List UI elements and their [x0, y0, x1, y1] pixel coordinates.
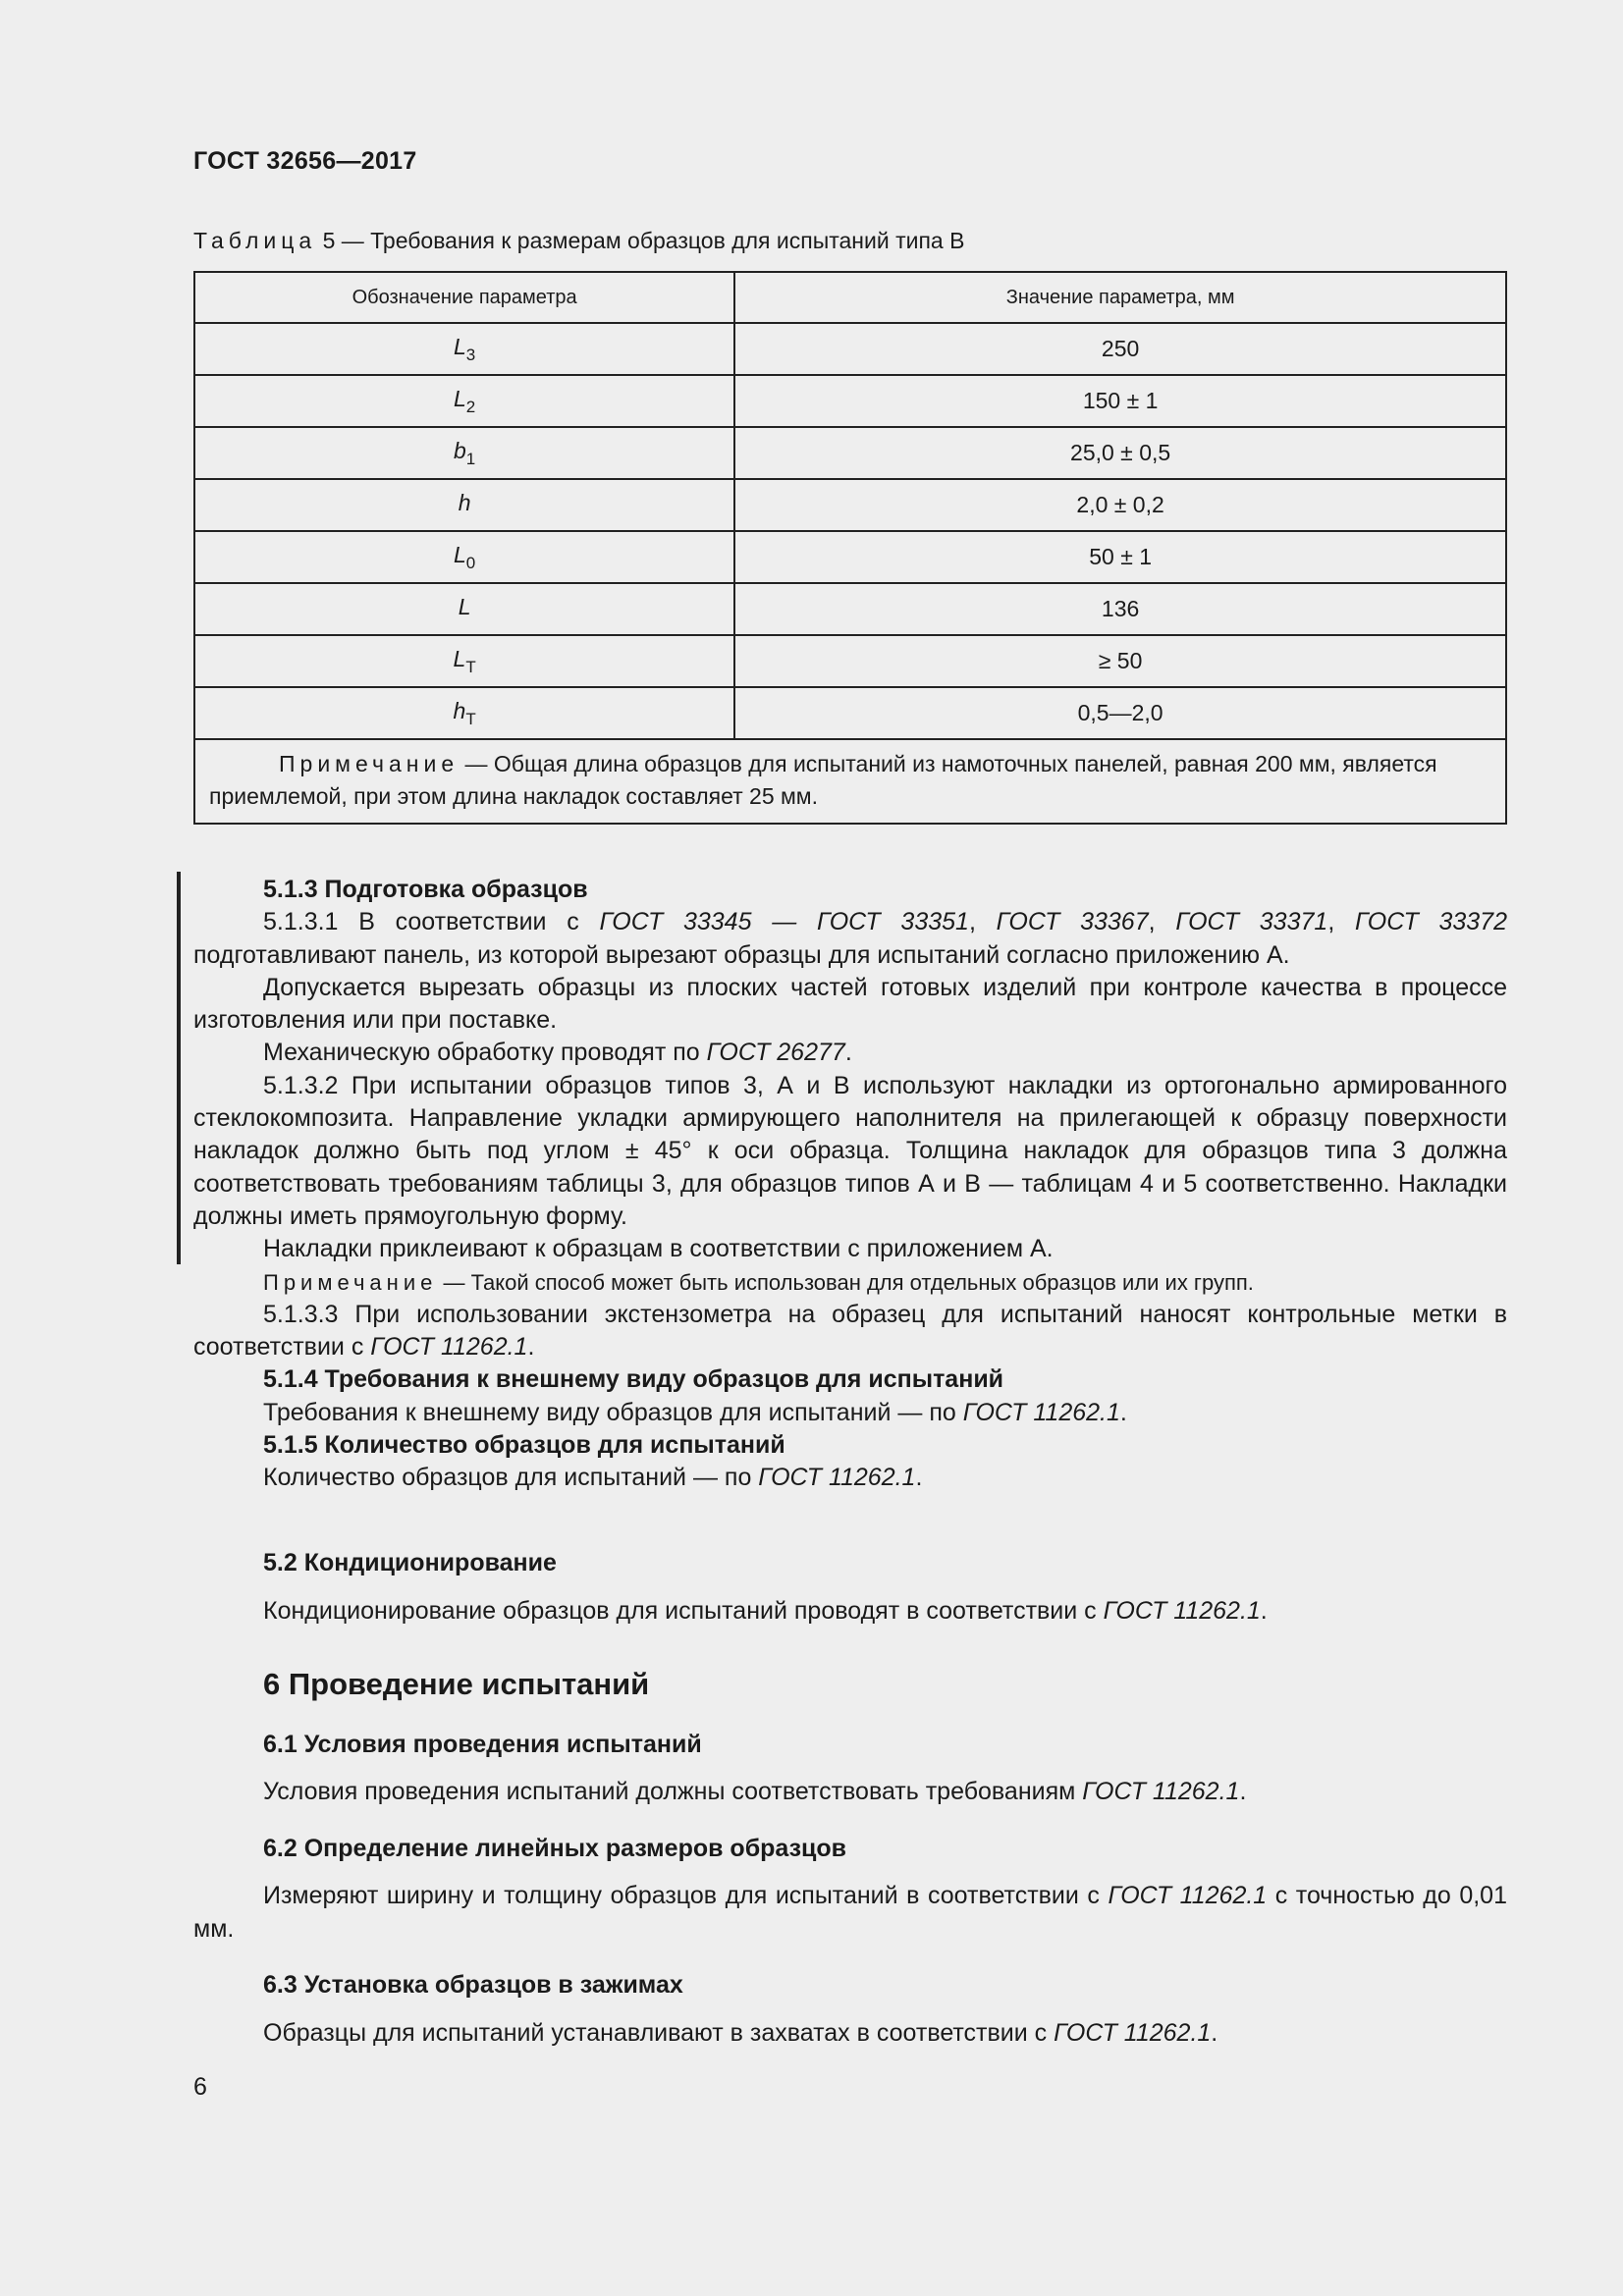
paragraph: Условия проведения испытаний должны соответствовать требованиям ГОСТ 11262.1.: [263, 1778, 1247, 1805]
change-margin-bar: [177, 872, 181, 1264]
paragraph: Измеряют ширину и толщину образцов для испытаний в соответствии с ГОСТ 11262.1 с точностью до 0,01 мм.: [193, 1882, 1507, 1943]
chapter-heading: 6 Проведение испытаний: [263, 1667, 650, 1701]
paragraph: Механическую обработку проводят по ГОСТ 26277.: [263, 1039, 852, 1067]
table-note-row: [194, 739, 1506, 824]
table-note: [194, 739, 1506, 824]
parameter-value: 50 ± 1: [734, 531, 1506, 583]
parameter-value: 250: [734, 323, 1506, 375]
table-caption-label: Таблица: [193, 228, 317, 253]
parameter-symbol: $L_2$: [194, 375, 734, 427]
paragraph: Количество образцов для испытаний — по ГОСТ 11262.1.: [263, 1464, 923, 1492]
table-note-label: Примечание: [279, 751, 460, 776]
paragraph: 5.1.3.2 При испытании образцов типов 3, А и В используют накладки из ортогонально армированного стеклокомпозита. Направление укладки армирующего наполнителя на прилегающей к образцу поверхности накладок должно быть под углом ± 45° к оси образца. Толщина накладок для образцов типа 3 должна соответствовать требованиям таблицы 3, для образцов типов А и В — таблицам 4 и 5 соответственно. Накладки должны иметь прямоугольную форму.: [193, 1071, 1507, 1230]
parameter-value: ≥ 50: [734, 635, 1506, 687]
table-caption-text: 5 — Требования к размерам образцов для испытаний типа В: [316, 228, 965, 253]
parameter-value: 136: [734, 583, 1506, 635]
parameter-symbol: $L_3$: [194, 323, 734, 375]
section-heading: 6.2 Определение линейных размеров образцов: [263, 1835, 847, 1862]
parameter-value: 2,0 ± 0,2: [734, 479, 1506, 531]
parameter-symbol: $h_T$: [194, 687, 734, 739]
parameter-value: 25,0 ± 0,5: [734, 427, 1506, 479]
paragraph: Требования к внешнему виду образцов для испытаний — по ГОСТ 11262.1.: [263, 1398, 1127, 1426]
table-row: [194, 635, 1506, 687]
parameter-symbol: $L_0$: [194, 531, 734, 583]
paragraph: Образцы для испытаний устанавливают в захватах в соответствии с ГОСТ 11262.1.: [263, 2019, 1218, 2047]
section-heading: 5.1.5 Количество образцов для испытаний: [263, 1431, 785, 1460]
section-5-1-3: [193, 874, 1507, 1495]
parameter-symbol: $L_T$: [194, 635, 734, 687]
section-heading: 6.1 Условия проведения испытаний: [263, 1731, 702, 1758]
section-heading: 6.3 Установка образцов в зажимах: [263, 1971, 683, 1999]
column-header-parameter: Обозначение параметра: [194, 272, 734, 323]
paragraph: 5.1.3.1 В соответствии с ГОСТ 33345 — ГОСТ 33351, ГОСТ 33367, ГОСТ 33371, ГОСТ 33372 подготавливают панель, из которой вырезают образцы для испытаний согласно приложению А.: [193, 908, 1507, 969]
table-row: [194, 479, 1506, 531]
table-row: [194, 375, 1506, 427]
paragraph: Накладки приклеивают к образцам в соответствии с приложением А.: [263, 1235, 1054, 1263]
paragraph: Допускается вырезать образцы из плоских частей готовых изделий при контроле качества в процессе изготовления или при поставке.: [193, 973, 1507, 1035]
table-note-text: — Общая длина образцов для испытаний из намоточных панелей, равная 200 мм, является приемлемой, при этом длина накладок составляет 25 мм.: [209, 751, 1437, 809]
column-header-value: Значение параметра, мм: [734, 272, 1506, 323]
table-header-row: [194, 272, 1506, 323]
parameter-value: 0,5—2,0: [734, 687, 1506, 739]
table-row: [194, 531, 1506, 583]
table-row: [194, 427, 1506, 479]
parameter-symbol: $b_1$: [194, 427, 734, 479]
section-heading: 5.1.3 Подготовка образцов: [263, 876, 588, 903]
section-heading: 5.1.4 Требования к внешнему виду образцов для испытаний: [263, 1365, 1004, 1394]
section-heading: 5.2 Кондиционирование: [263, 1549, 557, 1576]
paragraph: Кондиционирование образцов для испытаний проводят в соответствии с ГОСТ 11262.1.: [263, 1597, 1268, 1625]
table-row: [194, 583, 1506, 635]
parameters-table: [193, 271, 1507, 825]
table-row: [194, 323, 1506, 375]
parameter-symbol: L: [194, 583, 734, 635]
page-number: 6: [193, 2073, 207, 2101]
note: Примечание — Такой способ может быть использован для отдельных образцов или их групп.: [263, 1269, 1254, 1295]
parameter-symbol: h: [194, 479, 734, 531]
table-row: [194, 687, 1506, 739]
document-code: ГОСТ 32656—2017: [193, 147, 417, 175]
paragraph: 5.1.3.3 При использовании экстензометра на образец для испытаний наносят контрольные метки в соответствии с ГОСТ 11262.1.: [193, 1300, 1507, 1362]
parameter-value: 150 ± 1: [734, 375, 1506, 427]
table-caption: [193, 228, 964, 254]
